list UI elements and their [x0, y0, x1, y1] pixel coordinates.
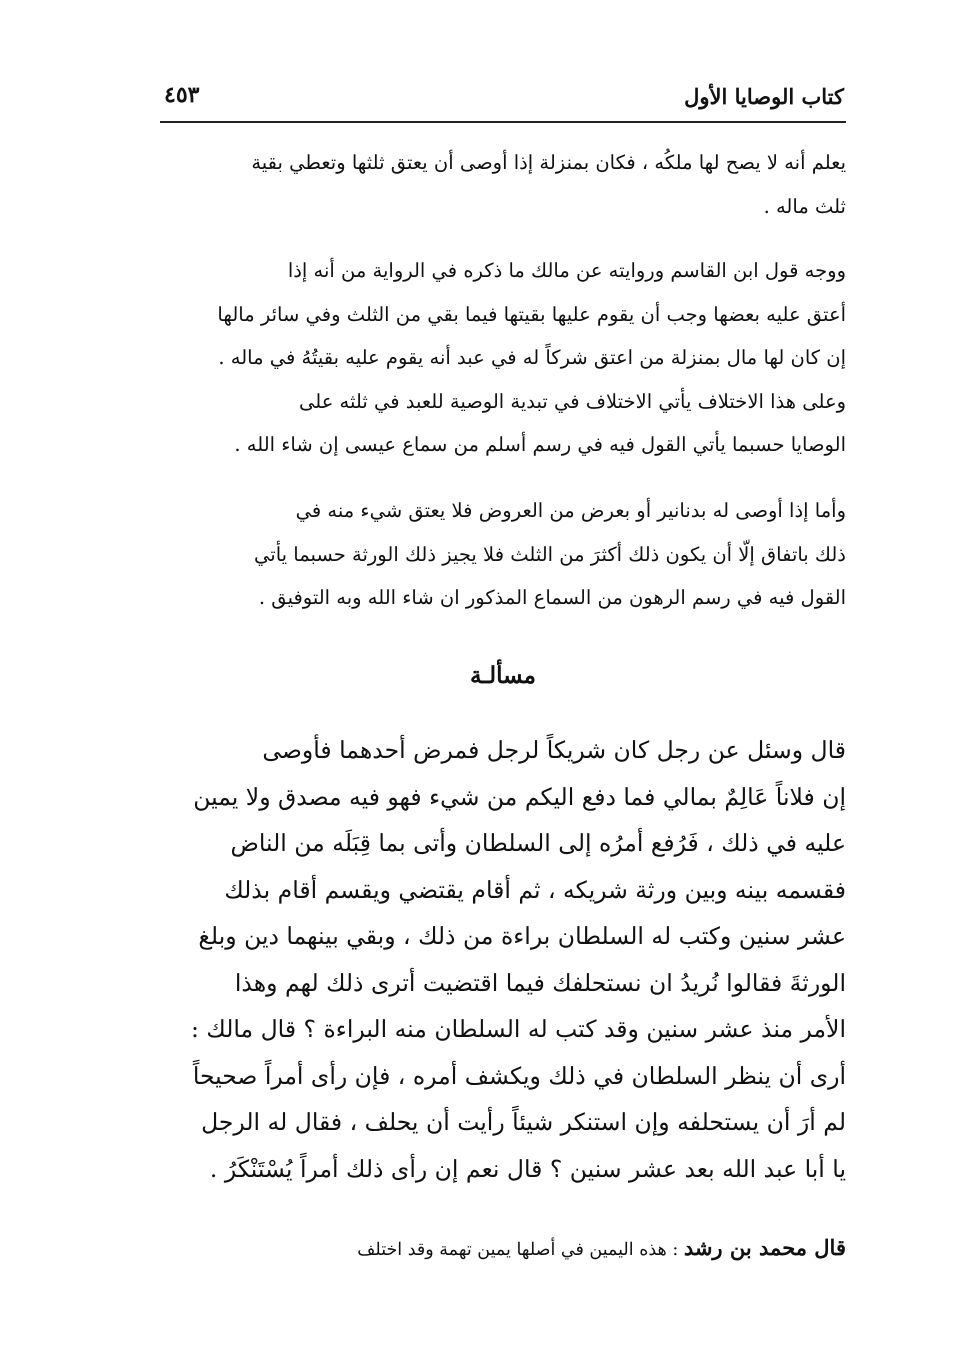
- paragraph-3-text: وأما إذا أوصى له بدنانير أو بعرض من العروض فلا يعتق شيء منه في ذلك باتفاق إلّا أن يكون ذلك أكثرَ من الثلث فلا يجيز ذلك الورثة حسبما يأتي القول فيه في رسم الرهون من السماع المذكور ان شاء الله وبه التوفيق .: [254, 499, 846, 609]
- running-head-title: كتاب الوصايا الأول: [684, 84, 844, 109]
- paragraph-3: [160, 489, 846, 620]
- paragraph-5-line: [160, 1228, 846, 1270]
- section-heading: مسألـة: [470, 662, 536, 689]
- page-number: ٤٥٣: [164, 82, 200, 108]
- page-header: [160, 80, 846, 116]
- paragraph-4-text: قال وسئل عن رجل كان شريكاً لرجل فمرض أحدهما فأوصى إن فلاناً عَالِمٌ بمالي فما دفع اليكم من شيء فهو فيه مصدق ولا يمين عليه في ذلك ، فَرُفع أمرُه إلى السلطان وأتى بما قِبَلَه من الناض فقسمه بينه وبين ورثة شريكه ، ثم أقام يقتضي ويقسم أقام بذلك عشر سنين وكتب له السلطان براءة من ذلك ، وبقي بينهما دين وبلغ الورثةَ فقالوا نُريدُ ان نستحلفك فيما اقتضيت أترى ذلك لهم وهذا الأمر منذ عشر سنين وقد كتب له السلطان منه البراءة ؟ قال مالك : أرى أن ينظر السلطان في ذلك ويكشف أمره ، فإن رأى أمراً صحيحاً لم أرَ أن يستحلفه وإن استنكر شيئاً رأيت أن يحلف ، فقال له الرجل يا أبا عبد الله بعد عشر سنين ؟ قال نعم إن رأى ذلك أمراً يُسْتَنْكَرُ .: [191, 736, 846, 1183]
- paragraph-5: [160, 1228, 846, 1270]
- paragraph-2: [160, 249, 846, 467]
- paragraph-1: [160, 141, 846, 228]
- paragraph-2-text: ووجه قول ابن القاسم وروايته عن مالك ما ذكره في الرواية من أنه إذا أعتق عليه بعضها وجب أن يقوم عليها بقيتها فيما بقي من الثلث وفي سائر مالها إن كان لها مال بمنزلة من اعتق شركاً له في عبد أنه يقوم عليه بقيتُهُ في ماله . وعلى هذا الاختلاف يأتي الاختلاف في تبدية الوصية للعبد في ثلثه على الوصايا حسبما يأتي القول فيه في رسم أسلم من سماع عيسى إن شاء الله .: [217, 259, 846, 456]
- header-rule: [160, 121, 846, 123]
- paragraph-4: [160, 727, 846, 1192]
- commentator-name: قال محمد بن رشد: [683, 1235, 846, 1260]
- paragraph-5-text: : هذه اليمين في أصلها يمين تهمة وقد اختلف: [357, 1240, 684, 1260]
- paragraph-1-text: يعلم أنه لا يصح لها ملكُه ، فكان بمنزلة إذا أوصى أن يعتق ثلثها وتعطي بقية ثلث ماله .: [251, 151, 846, 218]
